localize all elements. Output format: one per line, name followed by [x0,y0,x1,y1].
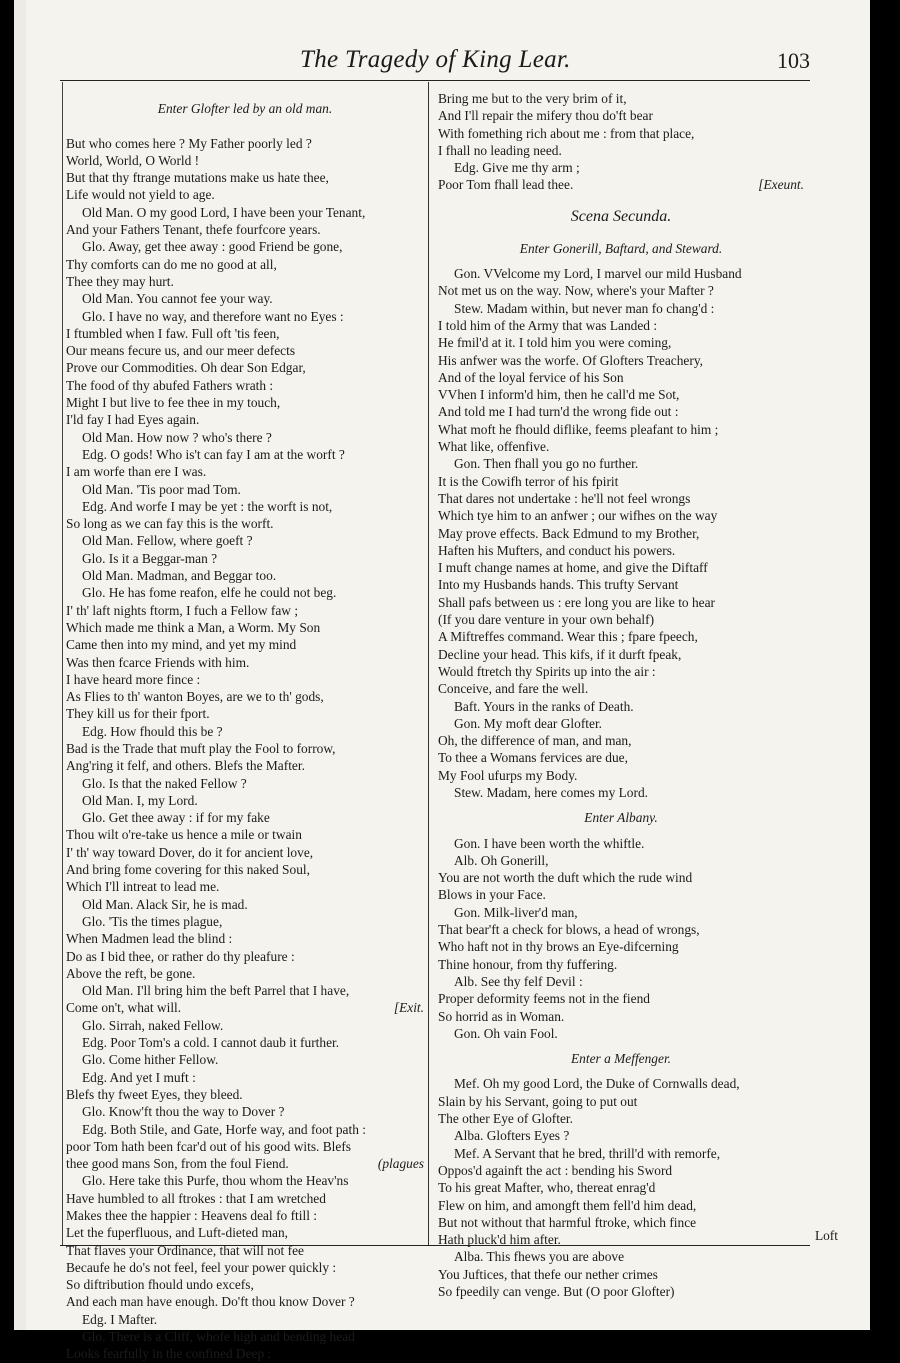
line-text: Glo. Here take this Purfe, thou whom the Heav'ns [82,1173,349,1189]
line-text: Old Man. Madman, and Beggar too. [82,568,277,584]
line-text: Old Man. O my good Lord, I have been your Tenant, [82,204,366,220]
line-text: Bad is the Trade that muft play the Fool to forrow, [66,740,336,756]
text-line [66,359,424,376]
text-line [66,671,424,688]
text-line [66,1259,424,1276]
line-text: Edg. And worfe I may be yet : the worft is not, [82,498,333,514]
stage-direction [438,1050,804,1067]
line-text: Shall pafs between us : ere long you are like to hear [438,594,716,610]
right-text-column [438,90,804,1300]
text-line [438,749,804,766]
text-line [438,1266,804,1283]
line-text: I'ld fay I had Eyes again. [66,412,200,428]
line-text: thee good mans Son, from the foul Fiend. [66,1156,289,1172]
header-rule [60,80,810,81]
text-line [66,844,424,861]
text-line [66,1293,424,1310]
text-line [438,317,804,334]
line-text: VVhen I inform'd him, then he call'd me Sot, [438,387,680,403]
line-text: Enter a Meffenger. [570,1051,672,1067]
text-line [66,861,424,878]
text-line [438,490,804,507]
line-text: I am worfe than ere I was. [66,464,207,480]
text-line [66,1172,424,1189]
column-divider [428,82,429,1245]
text-line [66,913,424,930]
line-text: Slain by his Servant, going to put out [438,1093,638,1109]
line-text: Mef. A Servant that he bred, thrill'd with remorfe, [454,1145,721,1161]
line-text: Alba. This fhews you are above [454,1249,625,1265]
line-text: Glo. There is a Cliff, whofe high and bending head [82,1329,355,1345]
line-text: Old Man. 'Tis poor mad Tom. [82,481,241,497]
line-text: Glo. Is it a Beggar-man ? [82,550,218,566]
text-line [438,611,804,628]
line-text: Oppos'd againft the act : bending his Sword [438,1162,673,1178]
line-text: Into my Husbands hands. This trufty Servant [438,577,679,593]
text-line [66,273,424,290]
text-line [438,1025,804,1042]
line-text: Gon. My moft dear Glofter. [454,715,603,731]
line-text: And your Fathers Tenant, thefe fourfcore years. [66,222,321,238]
line-text: Scena Secunda. [570,207,672,225]
running-title: The Tragedy of King Lear. [300,46,571,73]
line-text: Might I but live to fee thee in my touch, [66,395,281,411]
line-text: Old Man. You cannot fee your way. [82,291,273,307]
text-line [66,221,424,238]
running-header [60,40,810,80]
text-line [66,238,424,255]
text-line [66,446,424,463]
text-line [66,999,424,1016]
text-line [438,1127,804,1144]
line-text: Gon. Then fhall you go no further. [454,456,639,472]
left-margin-rule [62,82,63,1245]
text-line [438,576,804,593]
text-line [438,938,804,955]
text-line [438,1248,804,1265]
text-line [66,740,424,757]
line-text: Bring me but to the very brim of it, [438,91,627,106]
text-line [66,377,424,394]
line-text: Alba. Glofters Eyes ? [454,1128,570,1144]
text-line [66,1086,424,1103]
line-text: Thy comforts can do me no good at all, [66,256,277,272]
text-line [66,290,424,307]
line-text: Glo. Is that the naked Fellow ? [82,775,247,791]
text-line [66,342,424,359]
text-line [66,325,424,342]
text-line [66,411,424,428]
text-line [438,1075,804,1092]
text-line [438,886,804,903]
line-text: My Fool ufurps my Body. [438,767,578,783]
line-gap [438,1042,804,1050]
text-line [438,559,804,576]
line-text: I ftumbled when I faw. Full oft 'tis feen, [66,325,280,341]
text-line [438,698,804,715]
text-line [438,956,804,973]
line-text: What moft he fhould diflike, feems pleafant to him ; [438,421,719,437]
line-text: Becaufe he do's not feel, feel your power quickly : [66,1259,337,1275]
text-line [438,852,804,869]
text-line [66,757,424,774]
line-text: Which tye him to an anfwer ; our wifhes on the way [438,508,718,524]
text-line [66,723,424,740]
text-line [438,473,804,490]
line-text: I told him of the Army that was Landed : [438,317,658,333]
text-line [438,663,804,680]
text-line [66,1207,424,1224]
text-line [66,878,424,895]
line-gap [438,232,804,240]
line-text: Let the fuperfluous, and Luft-dieted man, [66,1225,288,1241]
text-line [66,117,424,134]
scene-heading [438,202,804,232]
text-line [438,265,804,282]
text-line [66,1034,424,1051]
text-line [66,705,424,722]
stage-note: [Exeunt. [758,177,804,193]
text-line [66,1328,424,1345]
line-text: His anfwer was the worfe. Of Glofters Treachery, [438,352,704,368]
stage-direction [438,240,804,257]
line-text: To his great Mafter, who, thereat enrag'd [438,1180,656,1196]
line-text: They kill us for their fport. [66,706,210,722]
text-line [438,525,804,542]
text-line [66,1051,424,1068]
text-line [438,1110,804,1127]
text-line [438,767,804,784]
line-text: Which I'll intreat to lead me. [66,879,220,895]
text-line [66,1311,424,1328]
line-text: Gon. I have been worth the whiftle. [454,835,645,851]
text-line [66,792,424,809]
stage-note: [Exit. [393,1000,424,1016]
line-text: Looks fearfully in the confined Deep : [66,1346,272,1362]
text-line [438,282,804,299]
text-line [438,869,804,886]
text-line [66,481,424,498]
line-text: Glo. Get thee away : if for my fake [82,810,270,826]
line-text: Oh, the difference of man, and man, [438,733,632,749]
line-text: So diftribution fhould undo excefs, [66,1277,254,1293]
line-text: Hath pluck'd him after. [438,1232,561,1248]
text-line [438,990,804,1007]
line-text: And bring fome covering for this naked Soul, [66,862,310,878]
line-text: He fmil'd at it. I told him you were coming, [438,335,672,351]
text-line [438,90,804,107]
text-line [66,619,424,636]
text-line [438,628,804,645]
text-line [66,463,424,480]
text-line [438,369,804,386]
text-line [66,394,424,411]
text-line [66,1121,424,1138]
text-line [66,567,424,584]
text-line [438,352,804,369]
line-text: Blefs thy fweet Eyes, they bleed. [66,1086,243,1102]
text-line [438,542,804,559]
text-line [438,784,804,801]
line-text: Glo. Away, get thee away : good Friend be gone, [82,239,343,255]
line-text: Glo. He has fome reafon, elfe he could not beg. [82,585,337,601]
line-text: Stew. Madam within, but never man fo chang'd : [454,300,715,316]
line-text: When Madmen lead the blind : [66,931,233,947]
line-text: Have humbled to all ftrokes : that I am wretched [66,1190,326,1206]
line-text: Glo. Sirrah, naked Fellow. [82,1017,224,1033]
line-text: Ang'ring it felf, and others. Blefs the Mafter. [66,758,305,774]
line-text: A Miftreffes command. Wear this ; fpare fpeech, [438,629,698,645]
line-text: Would ftretch thy Spirits up into the air : [438,663,656,679]
text-line [66,169,424,186]
line-text: So fpeedily can venge. But (O poor Glofter) [438,1284,675,1299]
text-line [438,1162,804,1179]
text-line [438,715,804,732]
line-text: Old Man. Alack Sir, he is mad. [82,896,248,912]
text-line [66,1345,424,1362]
text-line [66,809,424,826]
text-line [66,256,424,273]
text-line [66,498,424,515]
text-line [438,159,804,176]
text-line [438,403,804,420]
line-text: Glo. Know'ft thou the way to Dover ? [82,1104,285,1120]
text-line [438,1008,804,1025]
stage-direction [438,809,804,826]
text-line [66,1190,424,1207]
text-line [66,186,424,203]
line-text: So horrid as in Woman. [438,1008,565,1024]
page-number: 103 [777,48,810,73]
text-line [66,135,424,152]
line-text: World, World, O World ! [66,152,200,168]
line-text: Alb. See thy felf Devil : [454,973,583,989]
line-text: The food of thy abufed Fathers wrath : [66,377,274,393]
line-text: Old Man. I'll bring him the beft Parrel that I have, [82,983,350,999]
text-line [438,107,804,124]
text-line [66,982,424,999]
text-line [438,973,804,990]
text-line [438,1214,804,1231]
text-line [66,775,424,792]
line-text: I' th' way toward Dover, do it for ancient love, [66,844,314,860]
line-text: Enter Albany. [584,810,658,826]
line-text: Gon. VVelcome my Lord, I marvel our mild Husband [454,266,742,282]
text-line [438,1231,804,1248]
line-text: I muft change names at home, and give the Diftaff [438,560,708,576]
previous-page-edge [14,0,26,1330]
text-line [66,930,424,947]
line-text: Glo. Come hither Fellow. [82,1052,219,1068]
line-text: May prove effects. Back Edmund to my Brother, [438,525,700,541]
line-text: Thine honour, from thy fuffering. [438,956,618,972]
line-text: Our means fecure us, and our meer defects [66,343,296,359]
line-text: With fomething rich about me : from that place, [438,125,695,141]
line-text: Makes thee the happier : Heavens deal fo ftill : [66,1208,317,1223]
line-text: Come on't, what will. [66,1000,182,1016]
line-text: That dares not undertake : he'll not feel wrongs [438,490,691,506]
text-line [438,438,804,455]
text-line [438,142,804,159]
line-text: But not without that harmful ftroke, which fince [438,1214,697,1230]
text-line [438,594,804,611]
line-text: Poor Tom fhall lead thee. [438,177,574,193]
text-line [438,732,804,749]
line-text: And I'll repair the mifery thou do'ft bear [438,108,653,124]
text-line [66,896,424,913]
text-line [438,835,804,852]
line-text: Not met us on the way. Now, where's your Mafter ? [438,283,714,299]
line-text: Enter Gonerill, Baftard, and Steward. [519,240,723,256]
line-text: Old Man. I, my Lord. [82,792,198,808]
line-text: Thou wilt o're-take us hence a mile or twain [66,827,302,843]
line-text: To thee a Womans fervices are due, [438,750,628,766]
text-line [66,1242,424,1259]
text-line [66,1069,424,1086]
line-text: poor Tom hath been fcar'd out of his good wits. Blefs [66,1138,351,1154]
text-line [66,1276,424,1293]
line-text: But who comes here ? My Father poorly led ? [66,135,312,151]
text-line [66,515,424,532]
line-text: What like, offenfive. [438,439,550,455]
line-text: And of the loyal fervice of his Son [438,369,624,385]
line-text: Do as I bid thee, or rather do thy pleafure : [66,948,295,964]
line-text: Haften his Mufters, and conduct his powers. [438,542,676,558]
line-gap [438,801,804,809]
stage-note: (plagues [377,1156,424,1172]
line-text: Came then into my mind, and yet my mind [66,637,297,653]
line-text: I fhall no leading need. [438,142,562,158]
line-text: That flaves your Ordinance, that will not fee [66,1242,304,1258]
line-text: And told me I had turn'd the wrong fide out : [438,404,679,420]
line-text: You Juftices, that thefe our nether crimes [438,1266,658,1282]
text-line [438,300,804,317]
line-text: And each man have enough. Do'ft thou know Dover ? [66,1294,355,1310]
text-line [438,921,804,938]
text-line [66,1138,424,1155]
line-text: Was then fcarce Friends with him. [66,654,250,670]
text-line [66,636,424,653]
line-text: Which made me think a Man, a Worm. My Son [66,619,321,635]
text-line [438,646,804,663]
line-text: Proper deformity feems not in the fiend [438,991,650,1007]
text-line [438,386,804,403]
text-line [66,948,424,965]
text-line [66,688,424,705]
text-line [438,507,804,524]
text-line [66,152,424,169]
line-text: Edg. O gods! Who is't can fay I am at the worft ? [82,446,345,462]
text-line [438,1283,804,1300]
line-text: Baft. Yours in the ranks of Death. [454,698,634,714]
text-line [438,1179,804,1196]
line-text: As Flies to th' wanton Boyes, are we to th' gods, [66,689,324,705]
text-line [66,584,424,601]
line-text: Edg. Poor Tom's a cold. I cannot daub it further. [82,1035,340,1051]
line-text: Enter Glofter led by an old man. [157,101,333,116]
text-line [66,204,424,221]
line-text: That bear'ft a check for blows, a head of wrongs, [438,922,700,938]
text-line [66,308,424,325]
line-text: Glo. 'Tis the times plague, [82,913,223,929]
text-line [66,965,424,982]
line-text: Conceive, and fare the well. [438,681,589,697]
text-line [438,176,804,193]
line-text: Decline your head. This kifs, if it durft fpeak, [438,646,682,662]
line-text: The other Eye of Glofter. [438,1111,573,1127]
line-text: Flew on him, and amongft them fell'd him dead, [438,1197,697,1213]
line-text: Alb. Oh Gonerill, [454,852,549,868]
text-line [438,421,804,438]
line-text: Thee they may hurt. [66,273,174,289]
text-line [66,1103,424,1120]
text-line [66,654,424,671]
text-line [438,1093,804,1110]
line-text: Glo. I have no way, and therefore want no Eyes : [82,308,344,324]
text-line [66,602,424,619]
text-line [66,532,424,549]
line-gap [438,827,804,835]
line-text: Edg. Give me thy arm ; [454,160,580,176]
line-text: Gon. Oh vain Fool. [454,1025,558,1041]
text-line [438,455,804,472]
line-text: Who haft not in thy brows an Eye-difcerning [438,939,679,955]
line-text: Prove our Commodities. Oh dear Son Edgar, [66,360,306,376]
text-line [66,429,424,446]
line-text: Blows in your Face. [438,887,546,903]
left-text-column [66,100,424,1363]
text-line [66,550,424,567]
line-text: Stew. Madam, here comes my Lord. [454,784,648,800]
text-line [438,680,804,697]
line-text: (If you dare venture in your own behalf) [438,612,655,628]
line-gap [438,257,804,265]
line-text: Edg. And yet I muft : [82,1069,196,1085]
line-text: It is the Cowifh terror of his fpirit [438,473,619,489]
text-line [66,1224,424,1241]
text-line [66,826,424,843]
line-gap [438,1067,804,1075]
line-text: Edg. I Mafter. [82,1311,158,1327]
line-text: Life would not yield to age. [66,187,215,203]
line-text: I have heard more fince : [66,671,201,687]
line-text: You are not worth the duft which the rude wind [438,870,693,886]
text-line [438,334,804,351]
line-text: So long as we can fay this is the worft. [66,516,274,532]
line-text: Edg. Both Stile, and Gate, Horfe way, and foot path : [82,1121,366,1137]
stage-direction [66,100,424,117]
text-line [66,1017,424,1034]
line-text: Edg. How fhould this be ? [82,723,223,739]
text-line [438,125,804,142]
line-text: Old Man. Fellow, where goeft ? [82,533,253,549]
text-line [66,1155,424,1172]
line-text: Mef. Oh my good Lord, the Duke of Cornwalls dead, [454,1076,740,1092]
text-line [438,1145,804,1162]
line-gap [438,194,804,202]
text-line [438,1197,804,1214]
catchword: Loft [814,1228,838,1243]
text-line [438,904,804,921]
line-text: But that thy ftrange mutations make us hate thee, [66,170,329,186]
line-text: I' th' laft nights ftorm, I fuch a Fellow faw ; [66,602,299,618]
line-text: Above the reft, be gone. [66,965,196,981]
line-text: Gon. Milk-liver'd man, [454,904,578,920]
line-text: Old Man. How now ? who's there ? [82,429,272,445]
